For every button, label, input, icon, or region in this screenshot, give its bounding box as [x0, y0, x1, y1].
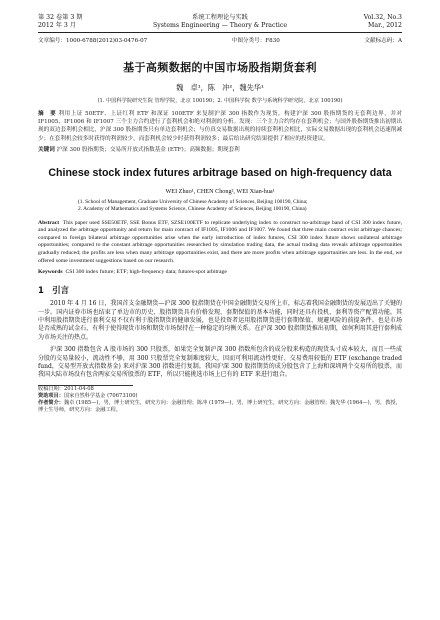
header-rule: [38, 32, 402, 33]
date-en: Mar., 2012: [368, 22, 402, 29]
funding-label: 资助项目：: [38, 392, 64, 399]
footnote-funding: [38, 393, 402, 400]
volume-en: Vol.32, No.3: [363, 14, 402, 21]
article-id: 文章编号：1000-6788(2012)03-0476-07: [38, 38, 148, 44]
abstract-en-text: This paper used SSE50ETF, SSE Bonus ETF, SZSE100ETF to replicate underlying index to construct no-arbitrage band of CSI 300 index future, and analyzed the arbitrage opportunity and return for main contract of IF1005, IF1006 and IF1007. We found that three main contract exist arbitrage chances; compared to foreign bilateral arbitrage opportunities arise when the early introduction of index futures, CSI 300 index future shows unilateral arbitrage opportunities; compared to the constant arbitrage opportunities researched by simulation trading data, the actual trading data reveals arbitrage opportunities gradually reduced; the profits are less when many arbitrage opportunities exist, and there are more profits when arbitrage opportunities are less. In the end, we offered some investment suggestions based on our research.: [38, 219, 402, 264]
paper-title-en: Chinese stock index futures arbitrage based on high-frequency data: [48, 166, 392, 179]
section-heading-introduction: 1 引言: [38, 285, 69, 296]
author-bio-label: 作者简介：: [38, 399, 64, 406]
affiliation-en-line: 2. Academy of Mathematics and Systems Science, Chinese Academy of Sciences, Beijing 100190, China): [78, 206, 307, 213]
abstract-zh-label: 摘 要: [38, 111, 57, 117]
journal-name-en: Systems Engineering — Theory & Practice: [152, 22, 288, 29]
footnote-author-bio: [38, 400, 402, 414]
keywords-en: [38, 269, 402, 275]
funding-text: 国家自然科学基金 (70673100): [63, 392, 138, 399]
running-header-row-2: [38, 22, 402, 30]
keywords-zh: [38, 145, 402, 153]
article-meta: [38, 36, 402, 44]
clc-number: 中图分类号：F830: [231, 38, 280, 44]
affiliation-en: [38, 199, 402, 213]
received-date: 收稿日期：2011-04-08: [38, 385, 94, 392]
abstract-zh-text: 利用上证 50ETF、上证红利 ETF 和深证 100ETF 来复制沪深 300 指数作为现货，构建沪深 300 股指期货的无套利边界，并对 IF1005、IF1006 和 IF1007 三个主力合约进行了套利机会和绝对利润的分析。发现：三个主力合约均存在套利机会；与国外股指期货推出初期出现的双边套利机会相比，沪深 300 股指期货只有单边套利机会；与仿真交易数据出现的持续套利机会相比，实际交易数据出现的套利机会迅速削减少；在套利机会较多时获得的利润较少，而套利机会较少时获得利润较多；最后给出研究结果提供了相应的投资建议。: [38, 111, 402, 142]
abstract-en: [38, 220, 402, 266]
keywords-en-text: CSI 300 index future; ETF; high-frequency data; futures-spot arbitrage: [65, 269, 227, 276]
affiliation-zh: (1. 中国科学院研究生院 管理学院，北京 100190；2. 中国科学院 数学与系统科学研究院，北京 100190): [97, 98, 343, 104]
body-paragraph: 沪深 300 指数包含 A 股市场的 300 只股票，如果完全复制沪深 300 指数所包含的成分股来构造的现货头寸成本较大，而且一些成分股的交易量较小，流动性不够，用 300 只股票完全复制难度较大，因而可利用流动性更好、交易费用较低的 ETF (exchange traded fund，交易型开放式指数基金) 来对沪深 300 指数进行复制。我国沪深 300 股指期货的成分股包含了上海和深圳两个交易所的股票，而我国大陆市场没有包含两家交易所股票的 ETF，所以只能挑选市场上已有的 ETF 来进行组合。: [38, 346, 402, 379]
journal-name-zh: 系统工程理论与实践: [192, 14, 248, 21]
abstract-en-label: Abstract: [38, 219, 60, 226]
abstract-zh: [38, 110, 402, 143]
author-bio-text: 魏卓 (1985—)，男，博士研究生，研究方向：金融管理；陈冲 (1979—)，男，博士研究生，研究方向：金融管理；魏先华 (1964—)，男，教授，博士生导师，研究方向：金融工程。: [38, 399, 401, 413]
footnote-received: [38, 386, 402, 393]
date-zh: 2012 年 3 月: [38, 22, 76, 29]
running-header-row-1: [38, 14, 402, 22]
document-code: 文献标志码：A: [364, 38, 402, 44]
authors-zh: 魏 卓¹，陈 冲²，魏先华¹: [176, 83, 264, 92]
paper-title-zh: 基于高频数据的中国市场股指期货套利: [123, 61, 317, 74]
body-paragraph: 2010 年 4 月 16 日，我国首支金融期货—沪深 300 股指期货在中国金融期货交易所上市，标志着我国金融期货的发展迈出了关键的一步。国内证券市场也结束了单边市的历史，股指期货具有价格发现、套期保值的基本功能，同时还具有投机、套利等资产配置功能。其中利用股指期货进行套利交易不仅有利于股指期货的健康发展，也是投资者运用股指期货进行套期保值、规避风险的前提条件。也是市场是否成熟的试金石，有利于使得现货市场和期货市场保持在一种稳定的均衡关系。在沪深 300 股指期货推出初期，如何利用其进行套利成为市场关注的热点。: [38, 300, 402, 341]
volume-zh: 第 32 卷第 3 期: [38, 14, 83, 21]
keywords-en-label: Keywords: [38, 269, 63, 276]
keywords-zh-text: 沪深 300 股指期货；交易所开放式指数基金 (ETF)；高频数据；期现套利: [56, 146, 240, 153]
keywords-zh-label: 关键词: [38, 146, 55, 153]
authors-en: WEI Zhuo¹, CHEN Chong², WEI Xian-hua¹: [165, 188, 275, 196]
affiliation-en-line: (1. School of Management, Graduate University of Chinese Academy of Sciences, Beijing 100190, China;: [78, 199, 308, 206]
